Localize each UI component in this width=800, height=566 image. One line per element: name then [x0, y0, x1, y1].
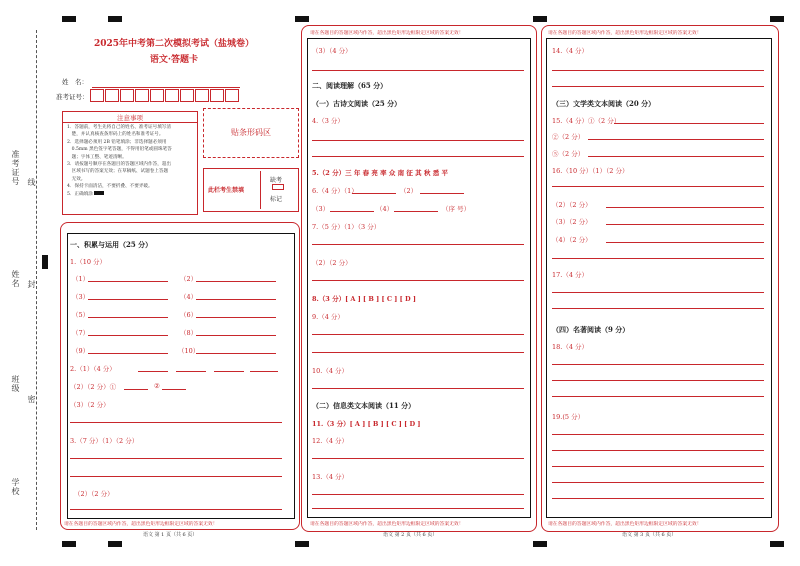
answer-line[interactable]	[312, 508, 524, 509]
answer-line[interactable]	[552, 364, 764, 365]
answer-line[interactable]	[588, 156, 764, 157]
registration-mark	[533, 16, 547, 22]
side-label-mi: 密	[27, 395, 36, 404]
answer-line[interactable]	[552, 258, 764, 259]
question-4: 4.（3 分）	[312, 117, 344, 125]
answer-line[interactable]	[606, 242, 764, 243]
subsection-title: （二）信息类文本阅读（11 分）	[312, 401, 416, 410]
answer-line[interactable]	[552, 450, 764, 451]
answer-line[interactable]	[196, 353, 276, 354]
panel-footer-note: 请在各题目的答题区域内作答，超出黑色矩形边框限定区域的答案无效！	[548, 522, 702, 527]
answer-line[interactable]	[588, 139, 764, 140]
answer-line[interactable]	[312, 280, 524, 281]
answer-line[interactable]	[552, 482, 764, 483]
answer-line[interactable]	[70, 509, 282, 510]
section-title: 一、积累与运用（25 分）	[70, 240, 153, 249]
question-13: 13.（4 分）	[312, 473, 349, 481]
answer-line[interactable]	[88, 353, 168, 354]
question-16-2: （2）（2 分）	[552, 201, 592, 209]
answer-line[interactable]	[88, 335, 168, 336]
answer-line[interactable]	[88, 299, 168, 300]
subsection-title: （四）名著阅读（9 分）	[552, 325, 630, 334]
question-7: 7.（5 分）（1）（3 分）	[312, 223, 381, 231]
page-footer-2: 语文 第 2 页（共 6 页）	[383, 532, 438, 538]
answer-line[interactable]	[552, 70, 764, 71]
registration-mark	[62, 16, 76, 22]
question-2: 2.（1）（4 分）	[70, 365, 116, 373]
answer-line[interactable]	[196, 317, 276, 318]
q1-sub-1: （1）	[72, 275, 90, 283]
registration-mark	[770, 16, 784, 22]
answer-line[interactable]	[312, 334, 524, 335]
q1-sub-6: （6）	[180, 311, 198, 319]
answer-line[interactable]	[312, 388, 524, 389]
registration-mark	[533, 541, 547, 547]
q1-sub-2: （2）	[180, 275, 198, 283]
answer-line[interactable]	[606, 207, 764, 208]
subsection-title: （三）文学类文本阅读（20 分）	[552, 99, 656, 108]
question-10: 10.（4 分）	[312, 367, 349, 375]
barcode-area: 贴条形码区	[203, 108, 299, 158]
panel-footer-note: 请在各题目的答题区域内作答，超出黑色矩形边框限定区域的答案无效！	[64, 522, 218, 527]
side-label-xingming: 姓名	[11, 270, 20, 288]
q1-sub-3: （3）	[72, 293, 90, 301]
side-label-feng: 封	[27, 280, 36, 289]
question-16-3: （3）（2 分）	[552, 218, 592, 226]
name-field[interactable]	[92, 87, 240, 88]
registration-mark	[108, 541, 122, 547]
question-12: 12.（4 分）	[312, 437, 349, 445]
section-title: 二、阅读理解（65 分）	[312, 81, 388, 90]
answer-line[interactable]	[614, 123, 764, 124]
question-16: 16.（10 分）（1）（2 分）	[552, 167, 629, 175]
page-footer-3: 语文 第 3 页（共 6 页）	[622, 532, 677, 538]
answer-line[interactable]	[552, 396, 764, 397]
answer-line[interactable]	[162, 389, 186, 390]
panel-footer-note: 请在各题目的答题区域内作答，超出黑色矩形边框限定区域的答案无效！	[310, 522, 464, 527]
answer-line[interactable]	[312, 494, 524, 495]
page-footer-1: 语文 第 1 页（共 6 页）	[143, 532, 198, 538]
q1-sub-5: （5）	[72, 311, 90, 319]
question-2-3: （3）（2 分）	[70, 401, 110, 409]
notice-list: 1．答题前，考生先将自己的姓名、准考证号填写清 楚，并认真核查条形码上的姓名和准考证号。 2．选择题必须用 2B 铅笔填涂；非选择题必须用 0.5mm 黑色签字笔答题，不得用铅笔或圆珠笔答 题；字体工整、笔迹清晰。 3．请按题号顺序在各题目的答题区域内作答，超出 区域书写的答案无效；在草稿纸、试题卷上答题 无效。 4．保持卡面清洁，不要折叠、不要弄破。 5．正确填涂	[67, 125, 172, 197]
answer-line[interactable]	[552, 86, 764, 87]
question-19: 19.(5 分）	[552, 413, 585, 421]
answer-line[interactable]	[606, 224, 764, 225]
name-label: 姓 名：	[62, 78, 88, 86]
answer-line[interactable]	[214, 371, 244, 372]
answer-line[interactable]	[88, 317, 168, 318]
question-15-3: ⑤（2 分）	[552, 150, 585, 158]
page-subtitle: 语文·答题卡	[149, 55, 199, 65]
answer-line[interactable]	[312, 70, 524, 71]
answer-line[interactable]	[196, 281, 276, 282]
registration-mark	[42, 255, 48, 269]
question-16-4: （4）（2 分）	[552, 236, 592, 244]
question-6-2: （2）	[400, 187, 418, 195]
answer-line[interactable]	[196, 299, 276, 300]
q1-sub-9: （9）	[72, 347, 90, 355]
question-6-order: （序 号）	[442, 205, 471, 213]
answer-line[interactable]	[196, 335, 276, 336]
answer-line[interactable]	[312, 156, 524, 157]
question-7-2: （2）（2 分）	[312, 259, 352, 267]
question-6-3: （3）	[312, 205, 330, 213]
id-label: 准考证号：	[56, 93, 89, 101]
q1-sub-7: （7）	[72, 329, 90, 337]
question-17: 17.（4 分）	[552, 271, 589, 279]
registration-mark	[108, 16, 122, 22]
answer-line[interactable]	[312, 458, 524, 459]
answer-line[interactable]	[88, 281, 168, 282]
q1-sub-8: （8）	[180, 329, 198, 337]
question-6: 6.（4 分）（1）	[312, 187, 358, 195]
answer-line[interactable]	[552, 498, 764, 499]
question-3-3: （3）（4 分）	[312, 47, 352, 55]
answer-line[interactable]	[70, 476, 282, 477]
notice-box	[62, 111, 198, 215]
question-5: 5.（2 分）三 年 春 亮 率 众 南 征 其 秋 悉 平	[312, 169, 448, 177]
side-label-kaohao: 准考证号	[11, 150, 20, 186]
registration-mark	[62, 541, 76, 547]
answer-line[interactable]	[552, 466, 764, 467]
answer-line[interactable]	[176, 371, 206, 372]
question-3-2: （2）（2 分）	[74, 490, 114, 498]
answer-line[interactable]	[312, 244, 524, 245]
question-9: 9.（4 分）	[312, 313, 344, 321]
answer-line[interactable]	[552, 434, 764, 435]
answer-line[interactable]	[352, 193, 396, 194]
question-8-choices[interactable]: 8.（3 分）[ A ] [ B ] [ C ] [ D ]	[312, 295, 416, 303]
page-title: 2025年中考第二次模拟考试（盐城卷）	[93, 39, 255, 49]
absent-checkbox[interactable]	[272, 184, 284, 190]
answer-line[interactable]	[312, 352, 524, 353]
answer-line[interactable]	[70, 422, 282, 423]
panel-header-note: 请在各题目的答题区域内作答，超出黑色矩形边框限定区域的答案无效！	[310, 31, 464, 36]
side-label-xian: 线	[27, 178, 36, 187]
answer-line[interactable]	[124, 389, 148, 390]
question-15: 15.（4 分）①（2 分）	[552, 117, 621, 125]
registration-mark	[295, 541, 309, 547]
subsection-title: （一）古诗文阅读（25 分）	[312, 99, 402, 108]
question-14: 14.（4 分）	[552, 47, 589, 55]
question-2-2b: ②	[154, 382, 160, 390]
answer-line[interactable]	[330, 211, 374, 212]
q1-sub-4: （4）	[180, 293, 198, 301]
registration-mark	[770, 541, 784, 547]
side-label-xuexiao: 学校	[11, 478, 20, 496]
question-2-2: （2）（2 分）①	[70, 383, 117, 391]
question-3: 3.（7 分）（1）（2 分）	[70, 437, 139, 445]
side-label-banji: 班级	[11, 375, 20, 393]
answer-line[interactable]	[394, 211, 438, 212]
absent-box: 此栏考生禁填 缺考 标记	[203, 168, 299, 212]
answer-panel-2-frame	[307, 38, 531, 518]
answer-line[interactable]	[138, 371, 168, 372]
notice-title: 注意事项	[117, 114, 143, 122]
registration-mark	[295, 16, 309, 22]
answer-line[interactable]	[552, 308, 764, 309]
answer-line[interactable]	[552, 186, 764, 187]
question-1: 1.（10 分）	[70, 258, 107, 266]
question-6-4: （4）	[376, 205, 394, 213]
answer-line[interactable]	[420, 193, 464, 194]
answer-line[interactable]	[250, 371, 278, 372]
question-18: 18.（4 分）	[552, 343, 589, 351]
answer-line[interactable]	[552, 380, 764, 381]
question-15-2: ②（2 分）	[552, 133, 585, 141]
q1-sub-10: （10）	[178, 347, 200, 355]
answer-line[interactable]	[70, 458, 282, 459]
answer-line[interactable]	[552, 292, 764, 293]
answer-line[interactable]	[312, 140, 524, 141]
question-11-choices[interactable]: 11.（3 分）[ A ] [ B ] [ C ] [ D ]	[312, 420, 421, 428]
panel-header-note: 请在各题目的答题区域内作答，超出黑色矩形边框限定区域的答案无效！	[548, 31, 702, 36]
